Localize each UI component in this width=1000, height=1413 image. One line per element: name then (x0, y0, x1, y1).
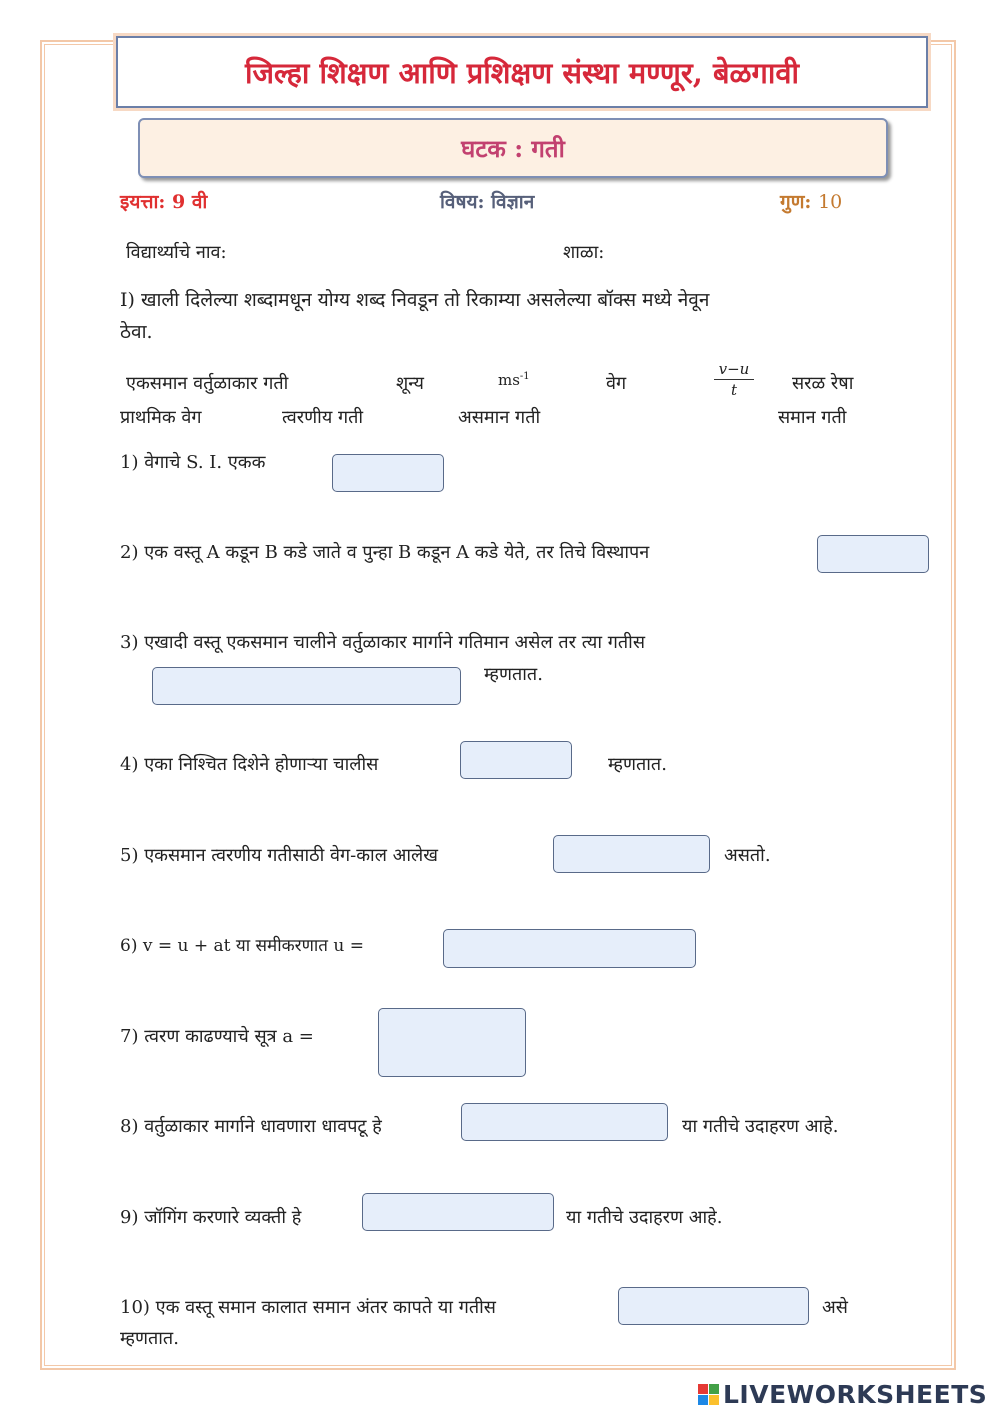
question-7-text: 7) त्वरण काढण्याचे सूत्र a = (120, 1026, 314, 1047)
answer-box-3[interactable] (152, 667, 461, 705)
question-3-text: 3) एखादी वस्तू एकसमान चालीने वर्तुळाकार मार्गाने गतिमान असेल तर त्या गतीस (120, 632, 645, 653)
word-option-ms-inverse[interactable] (498, 371, 530, 389)
answer-box-1[interactable] (332, 454, 444, 492)
question-5-text: 5) एकसमान त्वरणीय गतीसाठी वेग-काल आलेख (120, 845, 438, 866)
answer-box-4[interactable] (460, 741, 572, 779)
word-option-non-uniform-motion[interactable]: असमान गती (458, 407, 541, 428)
school-label: शाळा: (563, 242, 605, 263)
marks-caption: गुण: (780, 191, 812, 213)
word-option-velocity[interactable]: वेग (606, 373, 627, 394)
word-option-uniform-circular-motion[interactable]: एकसमान वर्तुळाकार गती (126, 373, 289, 394)
answer-box-7[interactable] (378, 1008, 526, 1077)
marks-label (780, 188, 842, 214)
instruction-line-2: ठेवा. (120, 321, 153, 343)
answer-box-8[interactable] (461, 1103, 668, 1141)
student-name-label: विद्यार्थ्याचे नाव: (126, 242, 227, 263)
word-option-straight-line[interactable]: सरळ रेषा (792, 373, 854, 394)
answer-box-5[interactable] (553, 835, 710, 873)
subject-label: विषय: विज्ञान (440, 191, 535, 213)
unit-title: घटक : गती (461, 133, 565, 163)
question-9-text: 9) जॉगिंग करणारे व्यक्ती हे (120, 1207, 302, 1228)
question-6-text: 6) v = u + at या समीकरणात u = (120, 936, 364, 956)
institution-title: जिल्हा शिक्षण आणि प्रशिक्षण संस्था मण्णूर, बेळगावी (244, 55, 800, 90)
question-10-line-2: म्हणतात. (120, 1328, 179, 1349)
answer-box-2[interactable] (817, 535, 929, 573)
grade-label: इयत्ता: 9 वी (120, 191, 208, 213)
liveworksheets-logo (698, 1380, 987, 1409)
word-option-ms-sup: -1 (519, 371, 530, 382)
liveworksheets-logo-icon (698, 1384, 719, 1405)
question-2-text: 2) एक वस्तू A कडून B कडे जाते व पुन्हा B कडून A कडे येते, तर तिचे विस्थापन (120, 542, 650, 563)
formula-numerator: v−u (718, 360, 750, 378)
question-3-suffix: म्हणतात. (484, 664, 543, 685)
liveworksheets-logo-text: LIVEWORKSHEETS (723, 1380, 988, 1409)
instruction-line-1: I) खाली दिलेल्या शब्दामधून योग्य शब्द निवडून तो रिकाम्या असलेल्या बॉक्स मध्ये नेवून (120, 289, 710, 311)
question-8-suffix: या गतीचे उदाहरण आहे. (682, 1116, 839, 1137)
answer-box-6[interactable] (443, 929, 696, 968)
unit-header (138, 118, 888, 178)
word-option-acceleration-formula[interactable] (714, 360, 754, 399)
word-option-initial-velocity[interactable]: प्राथमिक वेग (120, 407, 202, 428)
question-1-text: 1) वेगाचे S. I. एकक (120, 452, 266, 473)
formula-denominator: t (730, 381, 738, 399)
question-10-suffix: असे (822, 1297, 848, 1318)
answer-box-9[interactable] (362, 1193, 554, 1231)
question-9-suffix: या गतीचे उदाहरण आहे. (566, 1207, 723, 1228)
word-option-zero[interactable]: शून्य (396, 373, 424, 394)
word-option-ms-base: ms (498, 371, 520, 389)
question-8-text: 8) वर्तुळाकार मार्गाने धावणारा धावपटू हे (120, 1116, 382, 1137)
word-option-accelerated-motion[interactable]: त्वरणीय गती (282, 407, 364, 428)
answer-box-10[interactable] (618, 1287, 809, 1325)
question-4-suffix: म्हणतात. (608, 754, 667, 775)
fraction-bar (714, 379, 754, 380)
word-option-uniform-motion[interactable]: समान गती (778, 407, 847, 428)
institution-header (116, 36, 928, 108)
question-10-text: 10) एक वस्तू समान कालात समान अंतर कापते या गतीस (120, 1297, 496, 1318)
question-5-suffix: असतो. (724, 845, 771, 866)
question-4-text: 4) एका निश्चित दिशेने होणाऱ्या चालीस (120, 754, 379, 775)
marks-value: 10 (818, 191, 843, 213)
